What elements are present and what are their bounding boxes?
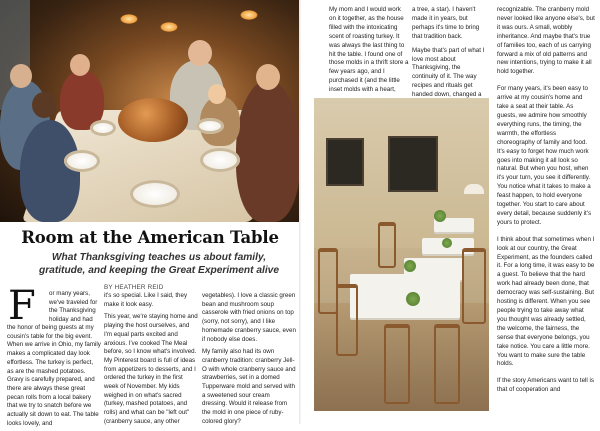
chair bbox=[462, 248, 486, 324]
hero-person-head bbox=[256, 64, 280, 90]
hero-lamp bbox=[240, 10, 258, 20]
table-plant bbox=[442, 238, 452, 248]
body-text-col6 bbox=[497, 6, 595, 403]
paragraph: My family also had its own cranberry tradition: cranberry Jell-O with whole cranberry sauce and strawberries, set in a domed Tupperware mold and served with a sweetened sour cream dressing. Would it release from the mold in one piece of ruby-colored glory? bbox=[202, 348, 296, 425]
table-plant bbox=[404, 260, 416, 272]
body-text-col2 bbox=[104, 292, 198, 431]
paragraph: Maybe that's part of what I love most about Thanksgiving, the continuity of it. The way recipes and rituals get handed down, changed a bbox=[412, 46, 485, 99]
table-plant bbox=[406, 292, 420, 306]
hero-dish bbox=[196, 118, 224, 134]
hero-turkey bbox=[118, 98, 188, 142]
body-text-col1: the honor of being guests at my cousin's table for the big event. When we arrive in Ohio, my family makes a complicated day look effortless. The turkey is perfect, as are the mashed potatoes. Gravy is carefully prepared, and there are always these great pecan rolls from a local bakery that we try to snatch before we actually sit down to eat. The table looks lovely, and bbox=[7, 324, 101, 427]
chair bbox=[384, 324, 410, 404]
paragraph: I think about that sometimes when I look at our country, the Great Experiment, as the founders called it. For a long time, it was easy to be a guest. To believe that the hard work had already been done, that democracy was self-sustaining. But hosting is different. When you see people trying to take away what you thought was already settled, the welcome, the fairness, the sense that everyone belongs, you take notice. You care a little more. You want to make sure the table holds. bbox=[497, 235, 595, 368]
hero-person bbox=[20, 120, 80, 222]
paragraph: it's so special. Like I said, they make it look easy. bbox=[104, 292, 188, 308]
hero-dish bbox=[64, 150, 100, 172]
chair bbox=[318, 248, 338, 314]
table-plant bbox=[434, 210, 446, 222]
chair bbox=[378, 222, 396, 268]
paragraph: recognizable. The cranberry mold never looked like anyone else's, but it was ours. A small, wobbly inheritance. And maybe that's true of families too, each of us carrying forward a mix of old patterns and new intentions, trying to make it all hold together. bbox=[497, 6, 595, 76]
hero-person-head bbox=[208, 84, 226, 104]
paragraph: vegetables). I love a classic green bean and mushroom soup casserole with fried onions on top (sorry, not sorry), and I like homemade cranberry sauce, even if nobody else does. bbox=[202, 292, 296, 343]
wall-art bbox=[328, 140, 362, 184]
hero-person-head bbox=[10, 64, 32, 88]
page-gutter bbox=[299, 0, 301, 424]
hero-person-head bbox=[32, 92, 56, 118]
paragraph: a tree, a star). I haven't made it in years, but perhaps it's time to bring that tradition back. bbox=[412, 6, 480, 40]
paragraph: If the story Americans want to tell is that of cooperation and bbox=[497, 377, 594, 394]
article-headline: Room at the American Table bbox=[21, 228, 279, 247]
chair bbox=[336, 284, 358, 356]
paragraph: This year, we're staying home and playing the host ourselves, and I'm equal parts excited and anxious. I've cooked The Meal before, so I know what's involved. My Pinterest board is full of ideas from appetizers to desserts, and I ordered the turkey in the first week of November. My kids weighed in on what's sacred (turkey, mashed potatoes, and rolls) and what can be "left out" (cranberry sauce, any other bbox=[104, 313, 198, 425]
drop-cap: F bbox=[8, 283, 36, 329]
hero-person-head bbox=[70, 54, 90, 76]
hero-dish bbox=[130, 180, 180, 208]
article-dek: What Thanksgiving teaches us about family, gratitude, and keeping the Great Experiment alive bbox=[38, 252, 280, 276]
body-text-col1-top: or many years, we've traveled for the Thanksgiving holiday and had bbox=[49, 290, 98, 324]
dining-table bbox=[350, 274, 460, 318]
hero-photo bbox=[0, 0, 300, 222]
body-text-col3 bbox=[202, 292, 296, 431]
paragraph: For many years, it's been easy to arrive at my cousin's home and take a seat at their table. As guests, we admire how smoothly everything runs, the timing, the warmth, the effortless choreography of family and food. It's easy to forget how much work goes into making it all look so natural. But when you host, when it's your turn, you see it differently. You notice what it takes to make a feast happen, to hold everyone together. You start to care about every detail, because suddenly it's yours to protect. bbox=[497, 85, 592, 226]
interior-photo bbox=[314, 98, 489, 411]
article-byline: BY HEATHER REID bbox=[104, 284, 164, 291]
chair bbox=[434, 324, 460, 404]
wall-art bbox=[390, 138, 436, 190]
hero-person bbox=[236, 80, 300, 222]
hero-dish bbox=[90, 120, 116, 136]
hero-lamp bbox=[160, 22, 178, 32]
body-text-col4: My mom and I would work on it together, as the house filled with the intoxicating scent of roasting turkey. It was always the last thing to hit the table. I found one of those molds in a thrift store a few years ago, and I purchased it (and the little inset molds with a heart, bbox=[329, 6, 409, 94]
hero-person-head bbox=[188, 40, 212, 66]
hero-dish bbox=[200, 148, 240, 172]
hero-lamp bbox=[120, 14, 138, 24]
photo-lamp bbox=[464, 184, 484, 194]
